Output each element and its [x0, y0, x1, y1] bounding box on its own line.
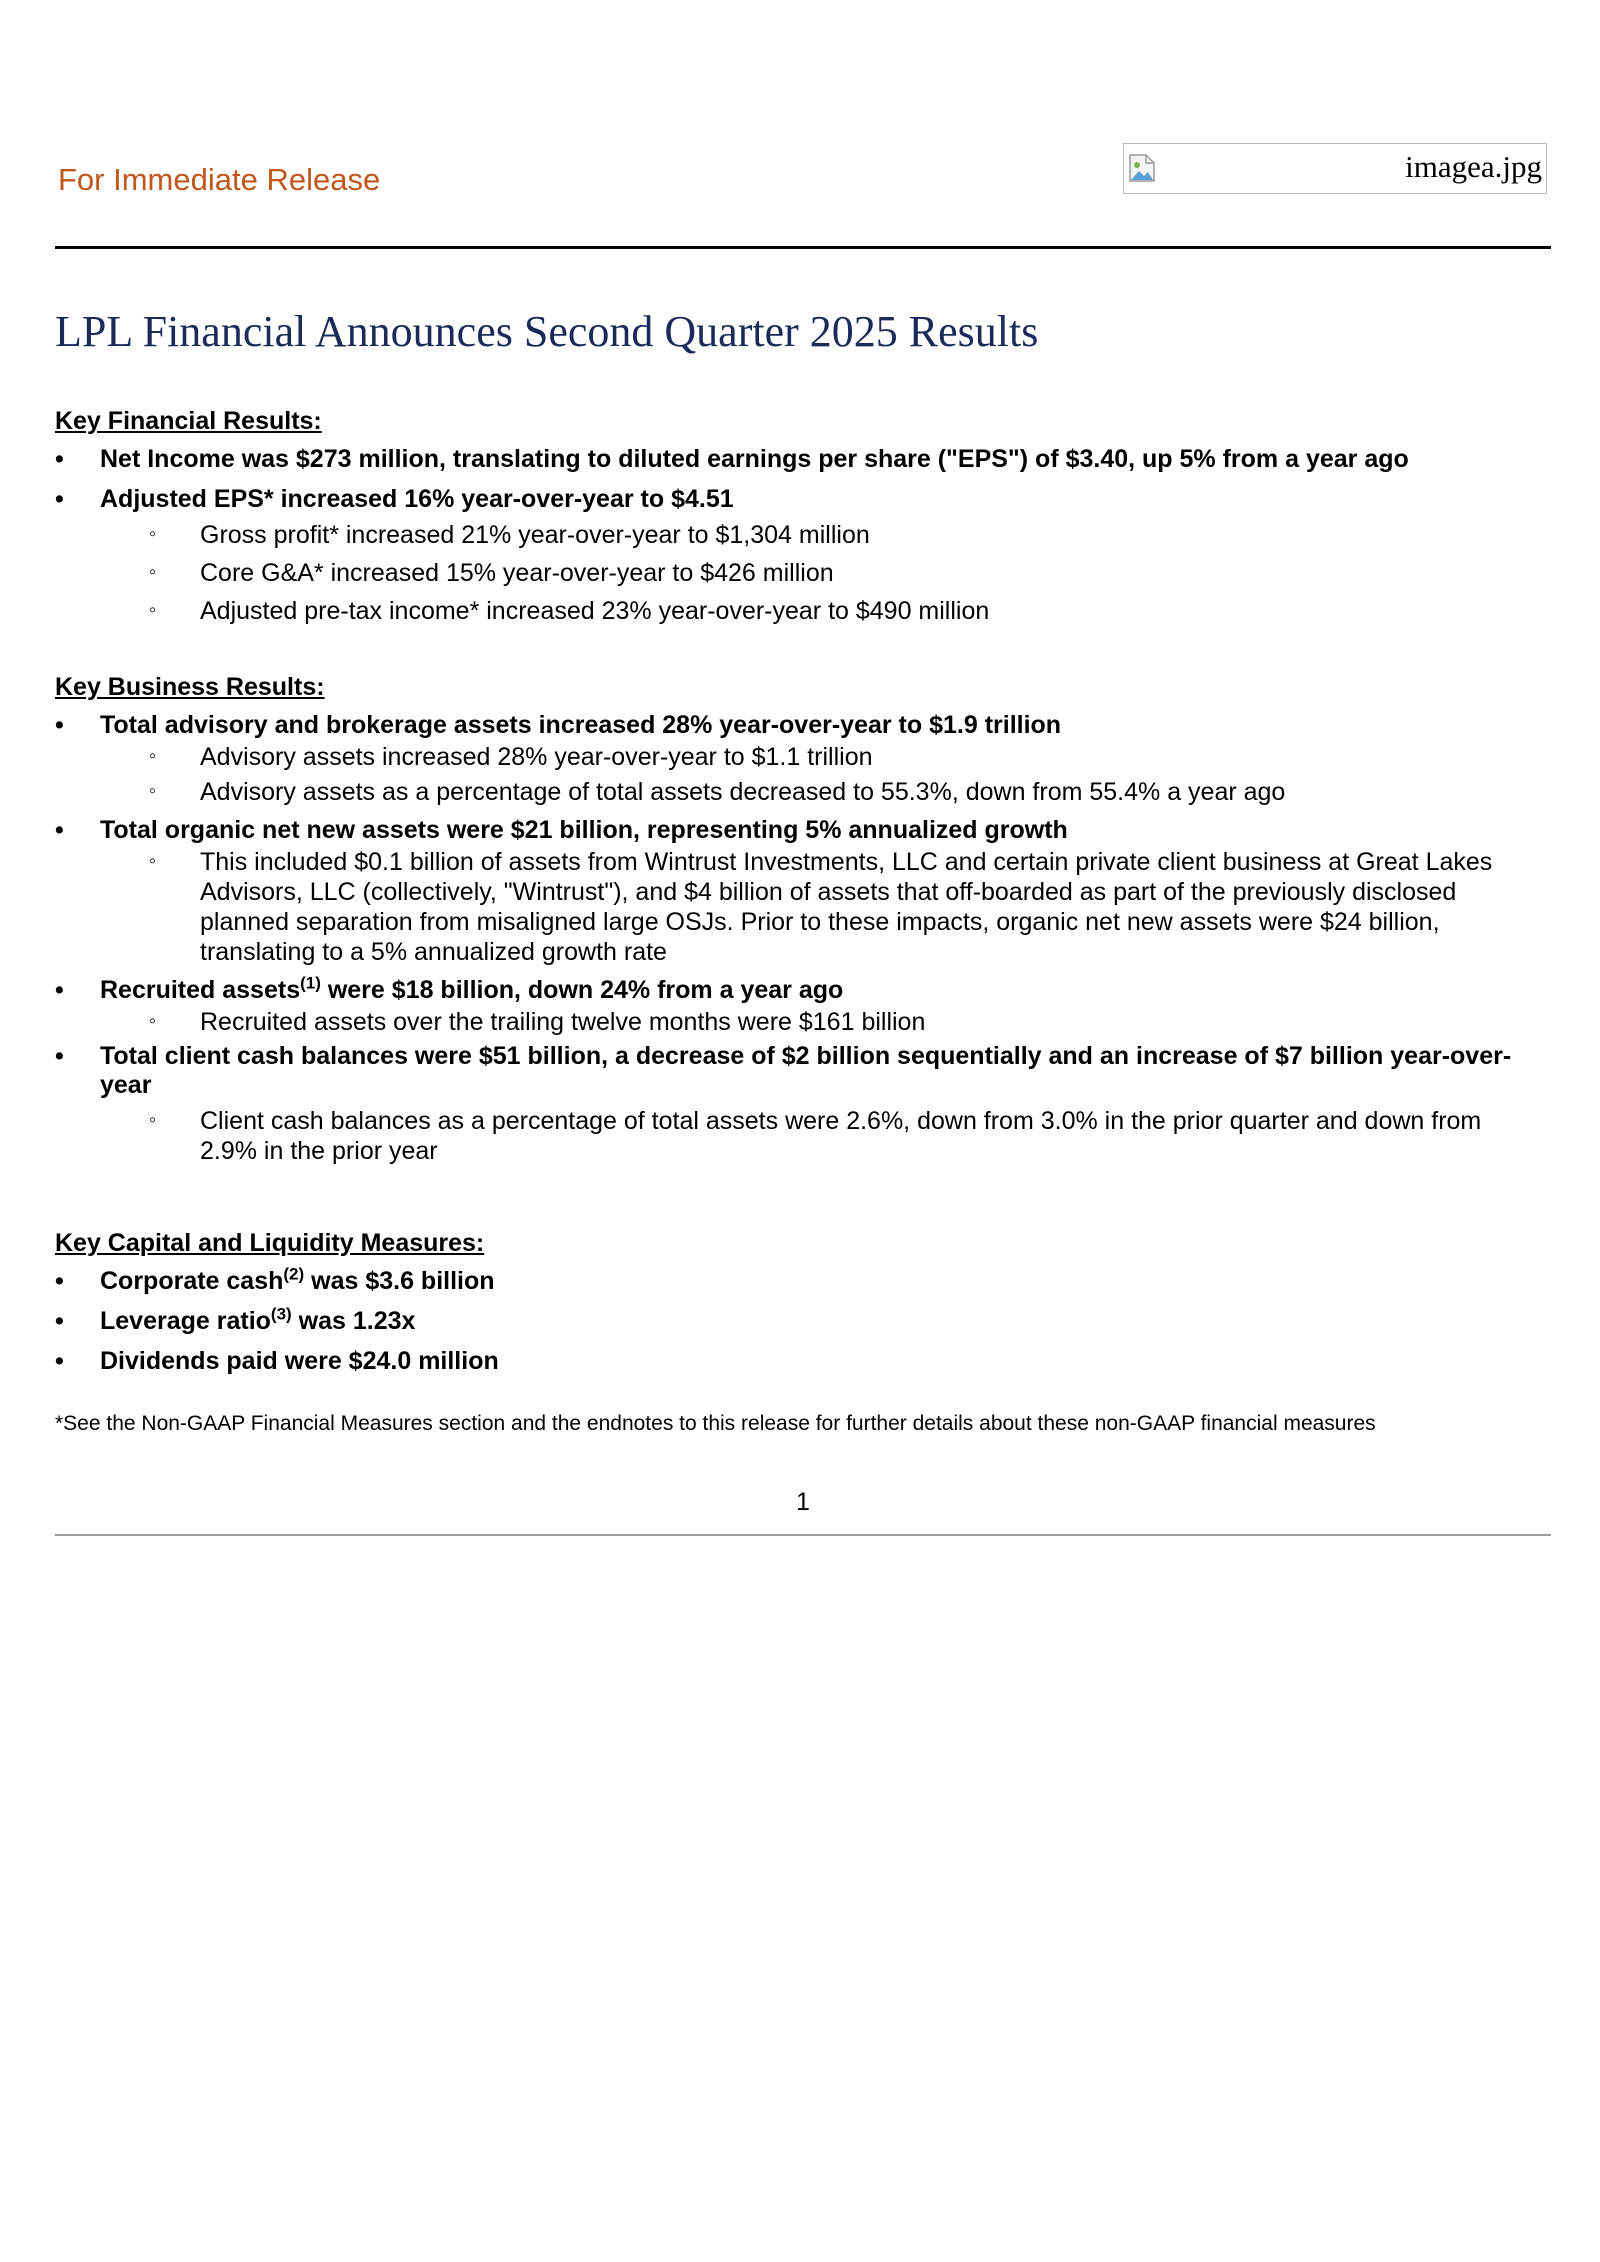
sub-list-item: [55, 742, 1551, 772]
sub-list-item-text: This included $0.1 billion of assets from Wintrust Investments, LLC and certain private client business at Great Lakes Advisors, LLC (collectively, "Wintrust"), and $4 billion of assets that off-boarded as part of the previously disclosed planned separation from misaligned large OSJs. Prior to these impacts, organic net new assets were $24 billion, translating to a 5% annualized growth rate: [200, 848, 1493, 966]
list-item: [55, 1264, 1551, 1296]
business-results-section: [55, 672, 1551, 1166]
non-gaap-footnote: *See the Non-GAAP Financial Measures section and the endnotes to this release for further details about these non-GAAP financial measures: [55, 1412, 1376, 1435]
list-item-text: Total organic net new assets were $21 billion, representing 5% annualized growth: [100, 816, 1068, 844]
list-item-text: Dividends paid were $24.0 million: [100, 1347, 499, 1375]
sub-bullet-icon: ◦: [149, 523, 157, 545]
sub-list-item: [55, 1106, 1551, 1166]
section-heading: Key Capital and Liquidity Measures:: [55, 1229, 485, 1257]
sub-list-item: [55, 520, 1551, 550]
section-heading: Key Financial Results:: [55, 407, 322, 435]
list-item: [55, 711, 1551, 740]
sub-bullet-icon: ◦: [149, 780, 157, 802]
list-item: [55, 816, 1551, 845]
sub-bullet-icon: ◦: [149, 850, 157, 872]
list-item-text: Recruited assets$^{(1)}$ were $18 billion, down 24% from a year ago: [100, 973, 844, 1004]
sub-list-item: [55, 596, 1551, 626]
sub-bullet-icon: ◦: [149, 599, 157, 621]
page: [55, 0, 1551, 1516]
list-item-text: Corporate cash$^{(2)}$ was $3.6 billion: [100, 1264, 495, 1295]
sub-list-item-text: Advisory assets as a percentage of total assets decreased to 55.3%, down from 55.4% a year ago: [200, 778, 1286, 806]
sub-list-item-text: Gross profit* increased 21% year-over-year to $1,304 million: [200, 521, 870, 549]
sub-list-item-text: Recruited assets over the trailing twelve months were $161 billion: [200, 1008, 926, 1036]
list-item-text: Total client cash balances were $51 billion, a decrease of $2 billion sequentially and an increase of $7 billion year-over-year: [100, 1042, 1512, 1099]
bullet-icon: •: [55, 976, 64, 1004]
bullet-icon: •: [55, 1267, 64, 1295]
list-item: [55, 1304, 1551, 1336]
list-item-text: Total advisory and brokerage assets increased 28% year-over-year to $1.9 trillion: [100, 711, 1062, 739]
section-heading: Key Business Results:: [55, 673, 325, 701]
sub-bullet-icon: ◦: [149, 1109, 157, 1131]
bullet-icon: •: [55, 485, 64, 513]
bullet-icon: •: [55, 1042, 64, 1070]
list-item: [55, 445, 1551, 474]
sub-list-item-text: Adjusted pre-tax income* increased 23% year-over-year to $490 million: [200, 597, 990, 625]
logo-alt-text: imagea.jpg: [1405, 149, 1542, 184]
page-title: LPL Financial Announces Second Quarter 2025 Results: [55, 307, 1039, 356]
footnote-ref: (3): [270, 1304, 292, 1324]
broken-image-icon: [1128, 153, 1156, 183]
sub-list-item: [55, 558, 1551, 588]
sub-bullet-icon: ◦: [149, 1010, 157, 1032]
page-number: 1: [796, 1488, 810, 1516]
bullet-icon: •: [55, 1347, 64, 1375]
list-item: [55, 485, 1551, 514]
list-item-text: Net Income was $273 million, translating to diluted earnings per share ("EPS") of $3.40, up 5% from a year ago: [100, 445, 1409, 473]
release-label: For Immediate Release: [58, 162, 381, 197]
bullet-icon: •: [55, 816, 64, 844]
bullet-icon: •: [55, 1307, 64, 1335]
bullet-icon: •: [55, 445, 64, 473]
capital-liquidity-section: [55, 1228, 1551, 1376]
footnote-ref: (2): [283, 1264, 305, 1284]
list-item-text: Leverage ratio$^{(3)}$ was 1.23x: [100, 1304, 416, 1335]
sub-list-item-text: Advisory assets increased 28% year-over-year to $1.1 trillion: [200, 743, 873, 771]
financial-results-section: [55, 406, 1551, 626]
header-divider: [55, 246, 1551, 249]
sub-list-item: [55, 847, 1551, 967]
header: [55, 0, 1551, 250]
sub-bullet-icon: ◦: [149, 561, 157, 583]
sub-list-item: [55, 1007, 1551, 1037]
sub-bullet-icon: ◦: [149, 745, 157, 767]
company-logo: [1123, 143, 1547, 194]
footnote-ref: (1): [300, 973, 321, 993]
bullet-icon: •: [55, 711, 64, 739]
sub-list-item-text: Client cash balances as a percentage of total assets were 2.6%, down from 3.0% in the prior quarter and down from 2.9% in the prior year: [200, 1107, 1482, 1165]
sub-list-item: [55, 777, 1551, 807]
list-item: [55, 973, 1551, 1005]
list-item: [55, 1042, 1551, 1100]
sub-list-item-text: Core G&A* increased 15% year-over-year to $426 million: [200, 559, 834, 587]
list-item: [55, 1347, 1551, 1376]
footer-divider: [55, 1534, 1551, 1536]
list-item-text: Adjusted EPS* increased 16% year-over-year to $4.51: [100, 485, 734, 513]
